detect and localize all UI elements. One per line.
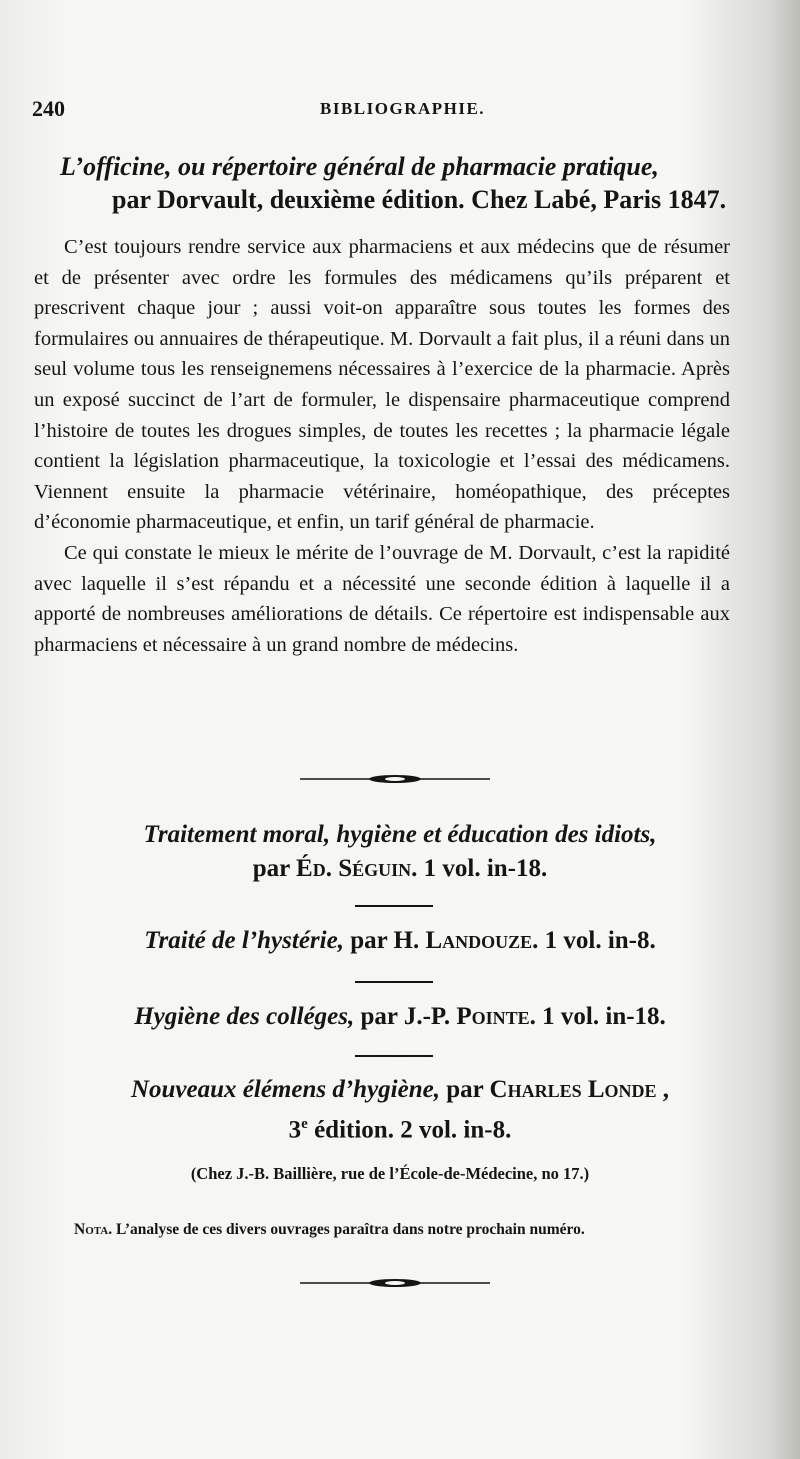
book-byline [40, 852, 760, 886]
short-rule [355, 905, 433, 907]
book-entry [40, 1073, 760, 1147]
book-author: Pointe [456, 1003, 530, 1030]
book-details: , [656, 1076, 670, 1103]
book-author: Charles Londe [489, 1076, 657, 1103]
review-paragraph: Ce qui constate le mieux le mérite de l’ouvrage de M. Dorvault, c’est la rapidité avec laquelle il s’est répandu et a nécessité une seconde édition à laquelle il a apporté de nombreuses améliorations de détails. Ce répertoire est indispensable aux pharmaciens et nécessaire à un grand nombre de médecins. [34, 541, 730, 656]
edition-number: 3 [288, 1116, 302, 1144]
ornament-divider [300, 772, 490, 786]
page-number: 240 [32, 96, 65, 121]
book-details: . 1 vol. in-18. [529, 1003, 666, 1030]
book-title: Nouveaux élémens d’hygiène, [130, 1076, 440, 1103]
running-head: BIBLIOGRAPHIE. [320, 99, 486, 118]
book-details: . 1 vol. in-18. [411, 855, 548, 882]
entry-title: L’officine, ou répertoire général de pharmacie pratique, [60, 152, 659, 181]
book-entry [40, 818, 760, 886]
page-header [30, 96, 750, 126]
book-author: Éd. Séguin [296, 855, 412, 882]
entry-heading [60, 150, 740, 217]
book-author: Landouze [425, 927, 533, 954]
editor-note [74, 1220, 750, 1240]
edition-details: édition. 2 vol. in-8. [307, 1116, 512, 1144]
short-rule [355, 981, 433, 983]
publisher-address: (Chez J.-B. Baillière, rue de l’École-de-Médecine, no 17.) [190, 1164, 590, 1183]
review-text [34, 232, 730, 660]
book-title: Traitement moral, hygiène et éducation des idiots, [143, 821, 657, 848]
book-entry [40, 924, 760, 958]
book-by: par J.-P. [354, 1003, 457, 1030]
review-paragraph: C’est toujours rendre service aux pharmaciens et aux médecins que de résumer et de présenter avec ordre les formules des médicamens qu’ils préparent et prescrivent chaque jour ; aussi voit-on apparaître sous toutes les formes des formulaires ou annuaires de thérapeutique. M. Dorvault a fait plus, il a réuni dans un seul volume tous les renseignemens nécessaires à l’exercice de la pharmacie. Après un exposé succinct de l’art de formuler, le dispensaire pharmaceutique comprend l’histoire de toutes les drogues simples, de toutes les recettes ; la pharmacie légale contient la législation pharmaceutique, la toxicologie et l’essai des médicamens. Viennent ensuite la pharmacie vétérinaire, homéopathique, des préceptes d’économie pharmaceutique, et enfin, un tarif général de pharmacie. [34, 236, 730, 534]
book-by: par [252, 855, 297, 882]
entry-byline: par Dorvault, deuxième édition. Chez Labé, Paris 1847. [112, 185, 727, 215]
book-by: par H. [343, 927, 426, 954]
short-rule [355, 1055, 433, 1057]
book-edition [40, 1107, 760, 1147]
book-title: Traité de l’hystérie, [144, 927, 344, 954]
edition-superscript: e [301, 1116, 308, 1132]
book-title: Hygiène des colléges, [134, 1003, 355, 1030]
note-label: Nota. [74, 1221, 113, 1238]
note-text: L’analyse de ces divers ouvrages paraîtra dans notre prochain numéro. [112, 1221, 585, 1238]
ornament-divider [300, 1276, 490, 1290]
book-details: . 1 vol. in-8. [532, 927, 656, 954]
book-by: par [439, 1076, 490, 1103]
book-entry [40, 1000, 760, 1034]
